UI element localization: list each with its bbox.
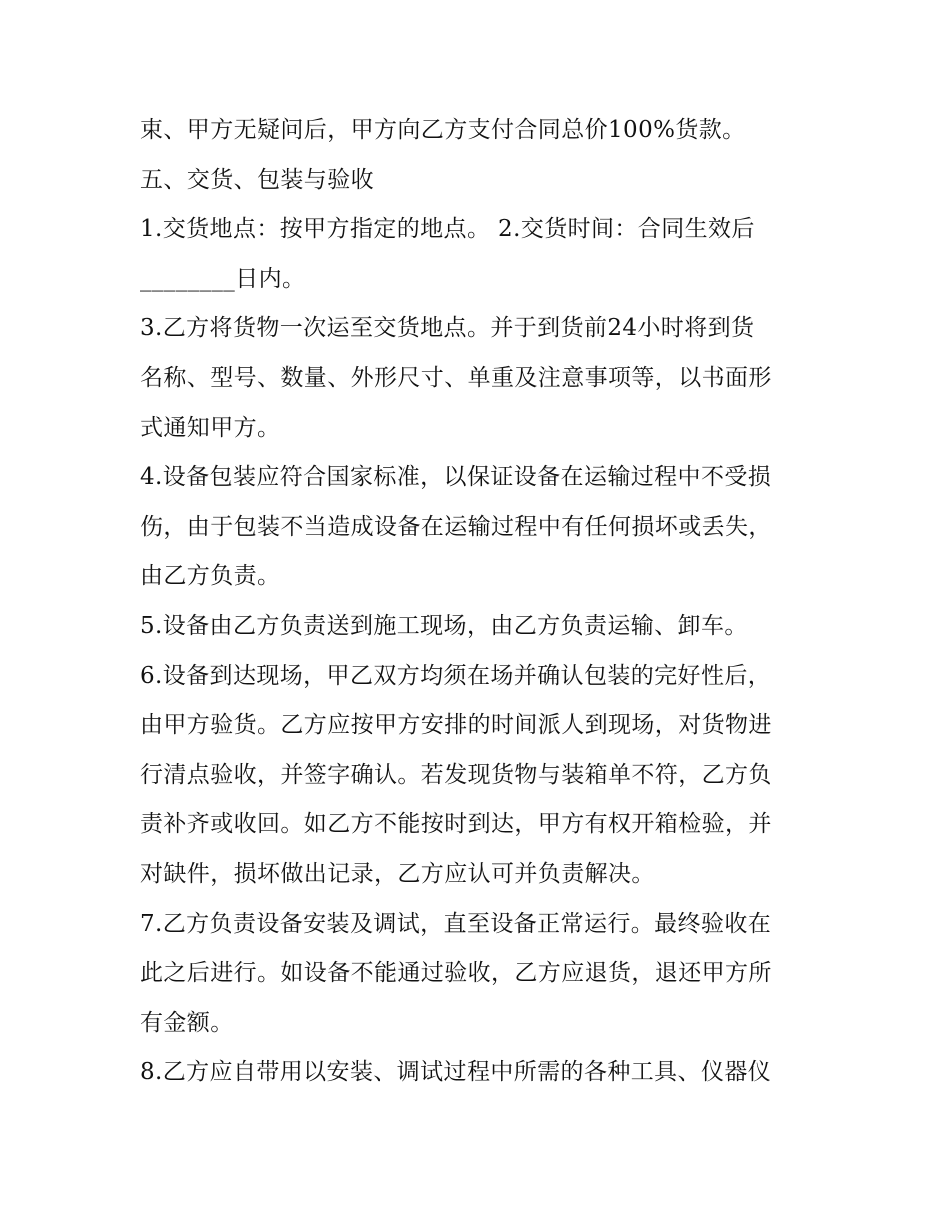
text-line-18: 此之后进行。如设备不能通过验收，乙方应退货，退还甲方所 [140,960,772,987]
text-line-19: 有金额。 [140,1009,234,1036]
text-line-3: 1.交货地点：按甲方指定的地点。 2.交货时间：合同生效后 [140,216,755,243]
text-line-4: ________日内。 [140,265,306,292]
text-line-7: 式通知甲方。 [140,414,281,441]
text-line-1: 束、甲方无疑问后，甲方向乙方支付合同总价100%货款。 [140,117,746,143]
text-line-14: 行清点验收，并签字确认。若发现货物与装箱单不符，乙方负 [140,761,772,788]
text-line-15: 责补齐或收回。如乙方不能按时到达，甲方有权开箱检验，并 [140,811,772,838]
section-heading-delivery: 五、交货、包装与验收 [140,166,374,193]
text-line-9: 伤，由于包装不当造成设备在运输过程中有任何损坏或丢失， [140,513,772,540]
text-line-8: 4.设备包装应符合国家标准，以保证设备在运输过程中不受损 [140,464,772,491]
text-line-20: 8.乙方应自带用以安装、调试过程中所需的各种工具、仪器仪 [140,1059,772,1086]
text-line-12: 6.设备到达现场，甲乙双方均须在场并确认包装的完好性后， [140,662,772,689]
text-line-17: 7.乙方负责设备安装及调试，直至设备正常运行。最终验收在 [140,910,772,937]
contract-text [140,106,830,1098]
text-line-5: 3.乙方将货物一次运至交货地点。并于到货前24小时将到货 [140,315,755,342]
text-line-6: 名称、型号、数量、外形尺寸、单重及注意事项等，以书面形 [140,364,772,391]
text-line-10: 由乙方负责。 [140,563,281,590]
text-line-16: 对缺件，损坏做出记录，乙方应认可并负责解决。 [140,860,655,887]
text-line-11: 5.设备由乙方负责送到施工现场，由乙方负责运输、卸车。 [140,612,748,639]
text-line-13: 由甲方验货。乙方应按甲方安排的时间派人到现场，对货物进 [140,712,772,739]
